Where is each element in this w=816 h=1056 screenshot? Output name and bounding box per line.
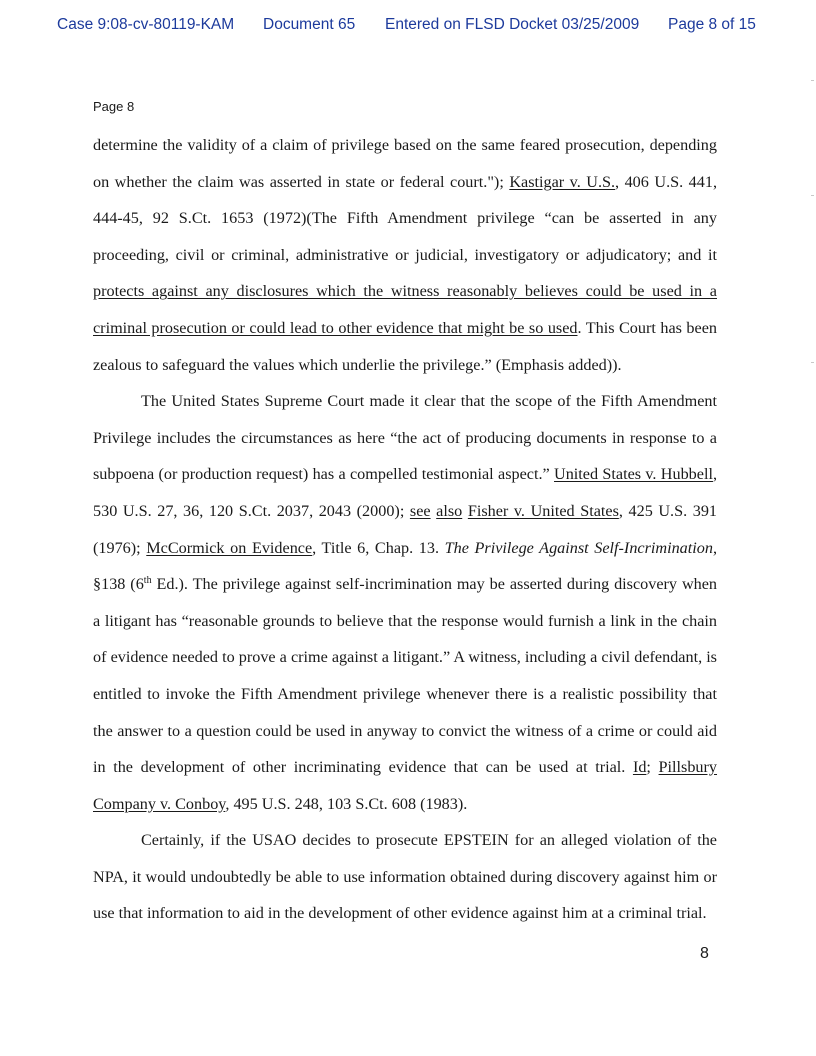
text-run: , 425 U.S. 391 (1976); <box>93 501 718 557</box>
paragraph <box>93 383 717 822</box>
case-number: Case 9:08-cv-80119-KAM <box>57 16 235 33</box>
text-run: , §138 (6 <box>93 538 718 594</box>
text-run: , Title 6, Chap. 13. <box>312 538 445 557</box>
italic-title: The Privilege Against Self-Incrimination <box>444 538 713 557</box>
scan-artifact <box>811 80 814 81</box>
paragraph <box>93 822 717 932</box>
page-number: 8 <box>700 945 709 962</box>
scan-artifact <box>811 362 814 363</box>
page-label: Page 8 <box>93 99 135 114</box>
text-run: , 406 U.S. 441, 444-45, 92 S.Ct. 1653 (1972)(The Fifth Amendment privilege “can be asserted in any proceeding, civil or criminal, administrative or judicial, investigatory or adjudicatory; and it <box>93 172 717 264</box>
text-run: . This Court has been zealous to safeguard the values which underlie the privilege.” (Emphasis added)). <box>93 318 717 374</box>
docket-entry-date: Entered on FLSD Docket 03/25/2009 <box>385 16 640 33</box>
citation: Kastigar v. U.S. <box>509 172 616 191</box>
body-text <box>93 127 717 932</box>
paragraph <box>93 127 717 383</box>
text-run: , 530 U.S. 27, 36, 120 S.Ct. 2037, 2043 (2000); <box>93 465 718 520</box>
citation: Id <box>632 758 647 777</box>
citation: Pillsbury Company v. Conboy <box>93 758 718 813</box>
citation: also <box>436 501 463 520</box>
document-number: Document 65 <box>263 16 356 33</box>
citation: Fisher v. United States <box>467 501 619 520</box>
text-run: Certainly, if the USAO decides to prosecute EPSTEIN for an alleged violation of the NPA, it would undoubtedly be able to use information obtained during discovery against him or use that information to aid in the development of other evidence against him at a criminal trial. <box>93 831 717 923</box>
scan-artifact <box>811 195 814 196</box>
text-run: , 495 U.S. 248, 103 S.Ct. 608 (1983). <box>225 794 468 813</box>
text-run: ; <box>646 758 659 777</box>
citation: United States v. Hubbell <box>554 465 713 484</box>
superscript: th <box>143 575 152 587</box>
citation: McCormick on Evidence <box>146 538 313 557</box>
text-run: determine the validity of a claim of privilege based on the same feared prosecution, depending on whether the claim was asserted in state or federal court."); <box>93 136 717 191</box>
citation: see <box>409 501 431 520</box>
text-run: The United States Supreme Court made it clear that the scope of the Fifth Amendment Privilege includes the circumstances as here “the act of producing documents in response to a subpoena (or production request) has a compelled testimonial aspect.” <box>93 392 717 484</box>
page-count: Page 8 of 15 <box>668 16 756 33</box>
text-run: Ed.). The privilege against self-incrimination may be asserted during discovery when a litigant has “reasonable grounds to believe that the response would furnish a link in the chain of evidence needed to prove a crime against a litigant.” A witness, including a civil defendant, is entitled to invoke the Fifth Amendment privilege whenever there is a realistic possibility that the answer to a question could be used in anyway to convict the witness of a crime or could aid in the development of other incriminating evidence that can be used at trial. <box>93 575 718 777</box>
citation: protects against any disclosures which the witness reasonably believes could be used in a criminal prosecution or could lead to other evidence that might be so used <box>93 282 717 337</box>
